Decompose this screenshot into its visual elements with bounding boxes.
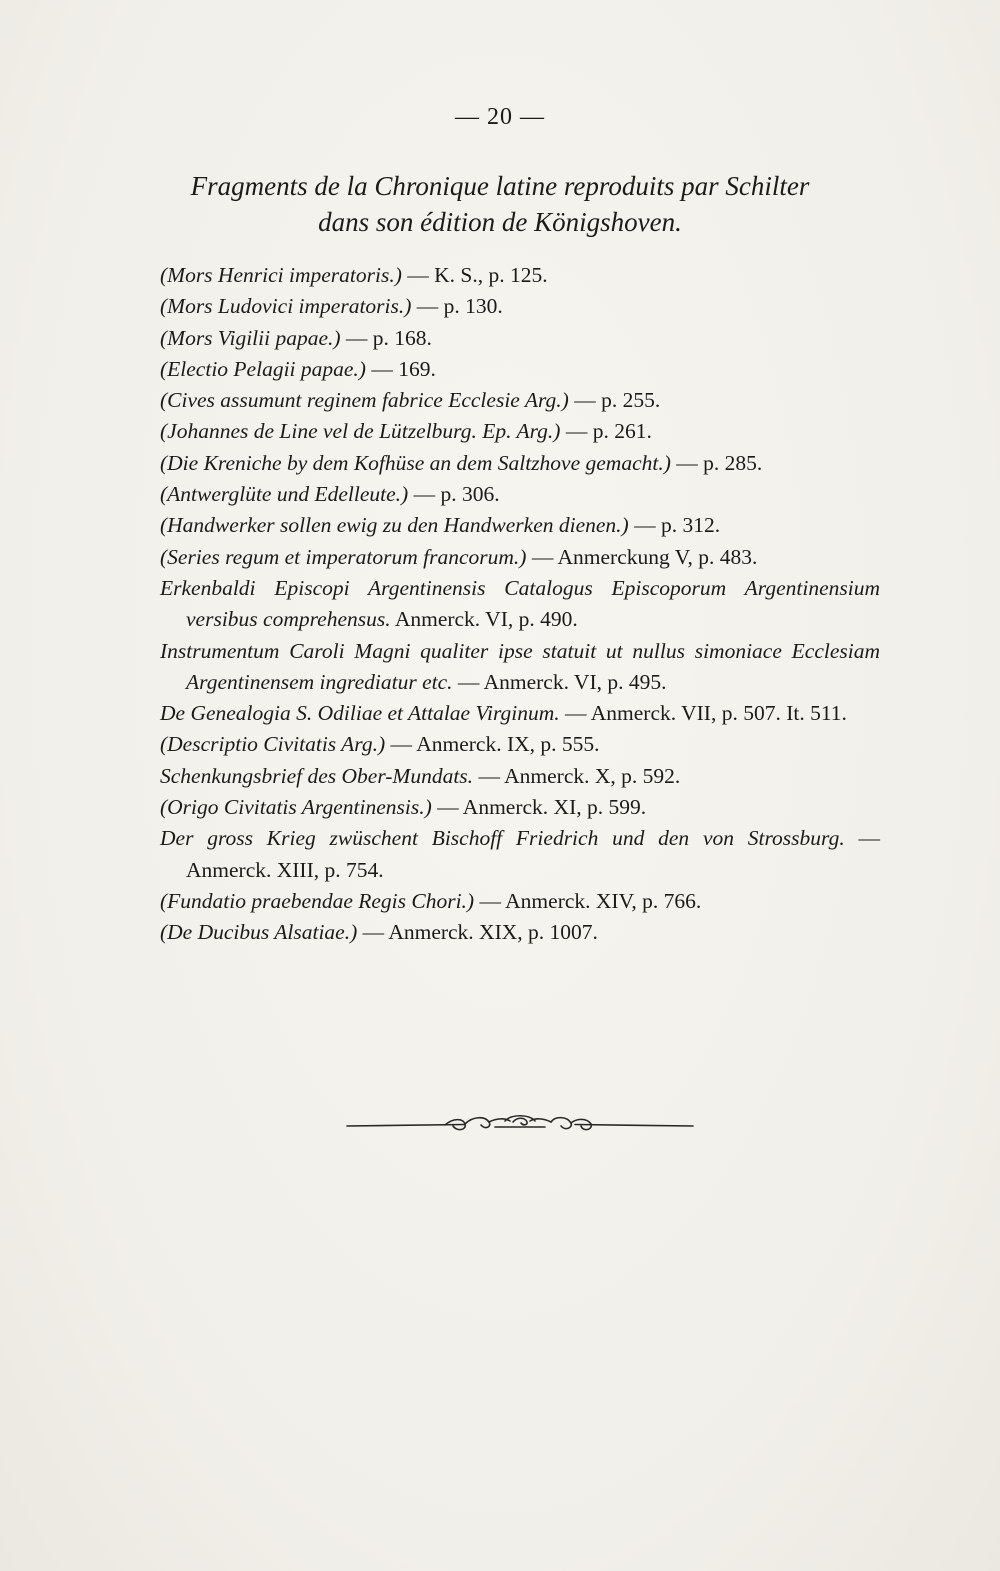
entry-title: (Mors Henrici imperatoris.) (160, 263, 402, 287)
list-item (160, 729, 880, 760)
list-item (160, 792, 880, 823)
list-item (160, 886, 880, 917)
list-item (160, 917, 880, 948)
entry-title: Instrumentum Caroli Magni qualiter ipse statuit ut nullus simoniace Ecclesiam Argentinensem ingrediatur etc. (160, 638, 880, 694)
entry-title: (Descriptio Civitatis Arg.) (160, 732, 386, 757)
entry-title: Schenkungsbrief des Ober-Mundats. (160, 763, 474, 788)
heading-line-2: dans son édition de Königshoven. (318, 207, 682, 237)
fragment-list (160, 260, 880, 949)
list-item (160, 542, 880, 573)
entry-reference: — p. 261. (560, 419, 652, 444)
entry-title: (Origo Civitatis Argentinensis.) (160, 795, 432, 820)
list-item (160, 479, 880, 510)
entry-title: (Mors Vigilii papae.) (160, 325, 341, 350)
entry-title: Der gross Krieg zwüschent Bischoff Friedrich und den von Strossburg. (160, 826, 845, 851)
entry-reference: — p. 312. (628, 513, 721, 538)
list-item (160, 416, 880, 447)
list-item (160, 291, 880, 322)
section-heading (100, 168, 900, 240)
entry-reference: — p. 306. (408, 482, 500, 507)
entry-reference: — 169. (365, 356, 436, 381)
list-item (160, 448, 880, 479)
heading-line-1: Fragments de la Chronique latine reproduits par Schilter (190, 171, 810, 201)
entry-title: Erkenbaldi Episcopi Argentinensis Catalogus Episcoporum Argentinensium versibus comprehensus. (160, 575, 880, 632)
entry-reference: — Anmerck. VII, p. 507. It. 511. (559, 701, 847, 726)
entry-title: (Handwerker sollen ewig zu den Handwerken dienen.) (160, 513, 629, 538)
entry-reference: — Anmerck. XIII, p. 754. (186, 826, 881, 882)
list-item (160, 823, 880, 886)
entry-reference: — p. 130. (411, 294, 503, 319)
entry-title: (Die Kreniche by dem Kofhüse an dem Saltzhove gemacht.) (160, 450, 671, 475)
decorative-flourish-icon (345, 1112, 695, 1136)
entry-title: (Electio Pelagii papae.) (160, 356, 366, 381)
entry-title: (Antwerglüte und Edelleute.) (160, 482, 409, 507)
entry-reference: — p. 168. (340, 325, 432, 350)
entry-reference: — Anmerck. X, p. 592. (473, 763, 681, 788)
list-item (160, 510, 880, 541)
entry-title: (Mors Ludovici imperatoris.) (160, 294, 412, 319)
list-item (160, 698, 880, 729)
entry-reference: — p. 285. (670, 450, 763, 475)
entry-reference: — Anmerck. XIX, p. 1007. (357, 920, 598, 945)
entry-reference: — Anmerck. IX, p. 555. (385, 732, 600, 757)
list-item (160, 636, 880, 699)
entry-reference: — Anmerck. XIV, p. 766. (474, 888, 702, 913)
page-number: — 20 — (455, 104, 545, 130)
entry-title: (Johannes de Line vel de Lützelburg. Ep. Arg.) (160, 419, 561, 444)
entry-reference: — K. S., p. 125. (401, 263, 548, 287)
entry-reference: — Anmerck. XI, p. 599. (431, 795, 647, 820)
entry-title: (Series regum et imperatorum francorum.) (160, 544, 527, 569)
entry-reference: — Anmerck. VI, p. 495. (452, 669, 667, 694)
entry-reference: — Anmerckung V, p. 483. (526, 544, 758, 569)
list-item (160, 573, 880, 636)
list-item (160, 385, 880, 416)
entry-title: (Fundatio praebendae Regis Chori.) (160, 888, 475, 913)
entry-reference: — p. 255. (568, 388, 661, 413)
list-item (160, 354, 880, 385)
entry-title: (Cives assumunt reginem fabrice Ecclesie Arg.) (160, 388, 569, 413)
list-item (160, 260, 880, 291)
list-item (160, 323, 880, 354)
entry-title: (De Ducibus Alsatiae.) (160, 920, 358, 945)
entry-title: De Genealogia S. Odiliae et Attalae Virginum. (160, 701, 560, 726)
list-item (160, 761, 880, 792)
entry-reference: Anmerck. VI, p. 490. (390, 607, 578, 632)
